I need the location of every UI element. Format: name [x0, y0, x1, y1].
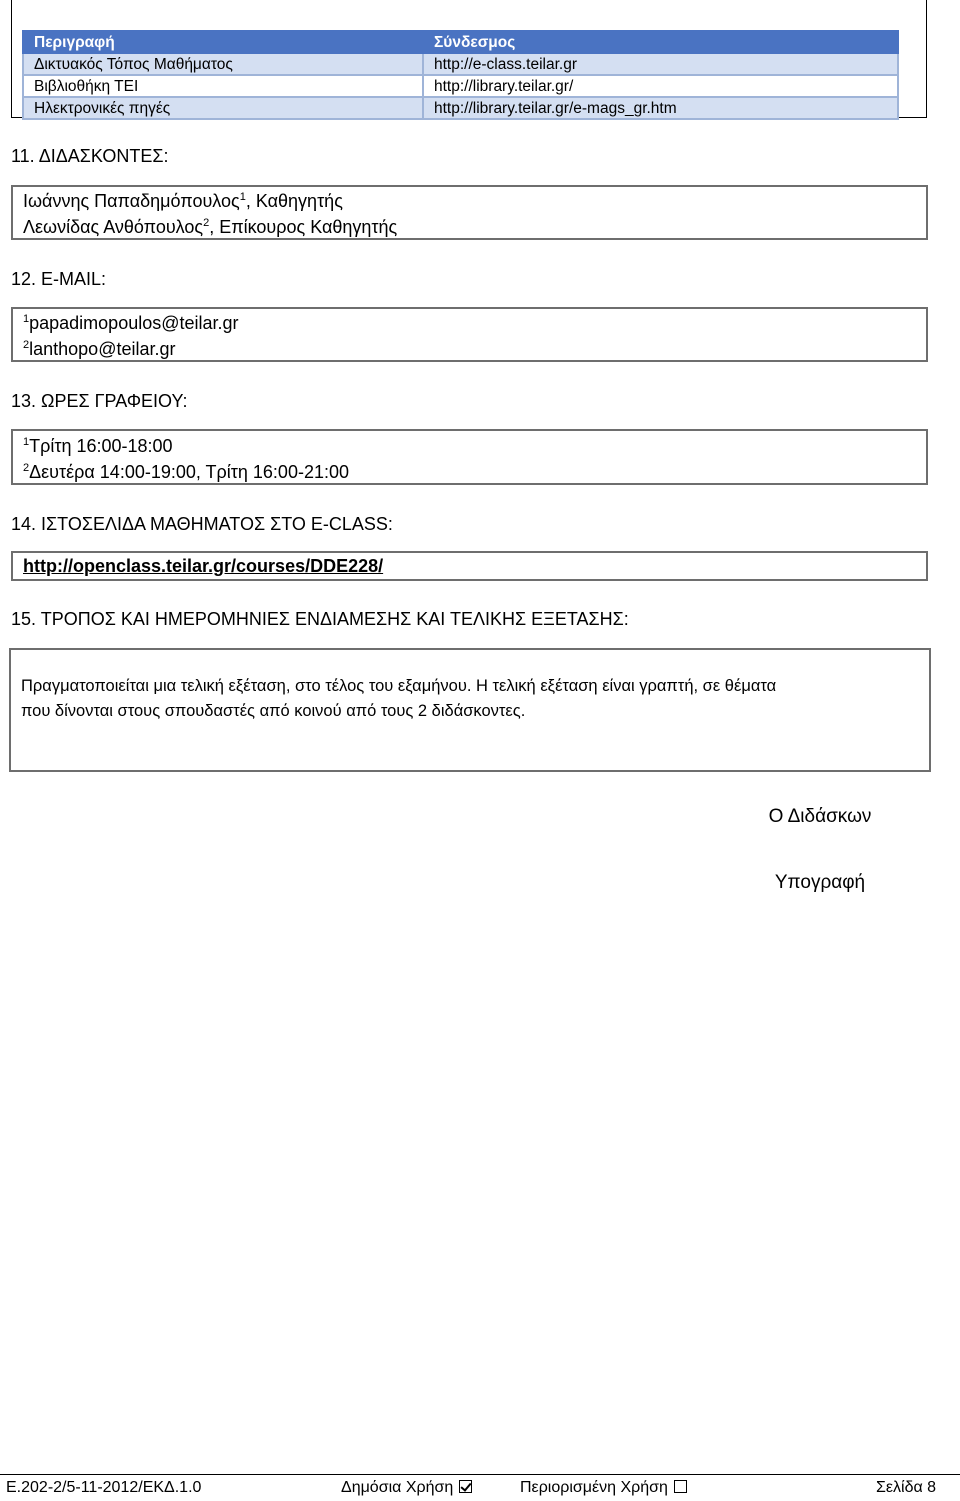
footer-restricted-use: [520, 1475, 687, 1501]
teacher-line: [23, 214, 916, 240]
restricted-use-label: Περιορισμένη Χρήση: [520, 1479, 668, 1496]
table-row: [23, 75, 898, 97]
office-hours-box: [11, 429, 928, 485]
page-footer: [0, 1474, 960, 1500]
emails-box: [11, 307, 928, 362]
section-13-heading: 13. ΩΡΕΣ ΓΡΑΦΕΙΟΥ:: [11, 391, 188, 411]
exam-info-box: [9, 648, 931, 772]
hours-sup: 2: [23, 462, 30, 474]
email-line: [23, 336, 916, 362]
footer-page-number: Σελίδα 8: [876, 1479, 937, 1496]
course-url-link[interactable]: http://openclass.teilar.gr/courses/DDE228/: [23, 556, 384, 576]
empty-box-icon: [674, 1480, 687, 1493]
public-use-label: Δημόσια Χρήση: [341, 1479, 454, 1496]
hours-line: [23, 459, 916, 485]
teacher-role: , Καθηγητής: [245, 191, 343, 211]
row-description: Βιβλιοθήκη ΤΕΙ: [23, 75, 423, 97]
table-row: [23, 97, 898, 119]
exam-text-line: Πραγματοποιείται μια τελική εξέταση, στο τέλος του εξαμήνου. Η τελική εξέταση είναι γραπτή, σε θέματα: [21, 677, 777, 695]
section-14-heading: 14. ΙΣΤΟΣΕΛΙΔΑ ΜΑΘΗΜΑΤΟΣ ΣΤΟ E-CLASS:: [11, 514, 393, 534]
row-link[interactable]: http://library.teilar.gr/e-mags_gr.htm: [423, 97, 898, 119]
signature-label: Υπογραφή: [774, 872, 866, 893]
row-description: Δικτυακός Τόπος Μαθήματος: [23, 53, 423, 75]
checked-box-icon: [459, 1480, 472, 1493]
hours-sup: 1: [23, 436, 30, 448]
header-link: Σύνδεσμος: [423, 31, 898, 53]
hours-text: Τρίτη 16:00-18:00: [29, 436, 173, 456]
teachers-box: [11, 185, 928, 240]
teacher-line: [23, 188, 916, 214]
teacher-role: , Επίκουρος Καθηγητής: [209, 217, 398, 237]
footer-doc-code: Ε.202-2/5-11-2012/ΕΚΔ.1.0: [6, 1479, 202, 1496]
footer-public-use: [341, 1475, 472, 1501]
email-sup: 2: [23, 339, 30, 351]
course-url-box: [11, 551, 928, 581]
row-link[interactable]: http://library.teilar.gr/: [423, 75, 898, 97]
teacher-name: Λεωνίδας Ανθόπουλος: [23, 217, 204, 237]
email-address: papadimopoulos@teilar.gr: [29, 313, 239, 333]
row-description: Ηλεκτρονικές πηγές: [23, 97, 423, 119]
table-header-row: [23, 31, 898, 53]
resources-table: [22, 30, 899, 120]
signature-title: Ο Διδάσκων: [768, 806, 872, 827]
row-link[interactable]: http://e-class.teilar.gr: [423, 53, 898, 75]
section-15-heading: 15. ΤΡΟΠΟΣ ΚΑΙ ΗΜΕΡΟΜΗΝΙΕΣ ΕΝΔΙΑΜΕΣΗΣ ΚΑΙ ΤΕΛΙΚΗΣ ΕΞΕΤΑΣΗΣ:: [11, 609, 629, 629]
section-11-heading: 11. ΔΙΔΑΣΚΟΝΤΕΣ:: [11, 146, 169, 166]
course-url-line: [23, 553, 916, 579]
email-line: [23, 310, 916, 336]
header-description: Περιγραφή: [23, 31, 423, 53]
email-sup: 1: [23, 313, 30, 325]
hours-text: Δευτέρα 14:00-19:00, Τρίτη 16:00-21:00: [29, 462, 349, 482]
email-address: lanthopo@teilar.gr: [29, 339, 176, 359]
exam-text-line: που δίνονται στους σπουδαστές από κοινού από τους 2 διδάσκοντες.: [21, 702, 526, 720]
teacher-sup: 2: [203, 217, 210, 229]
teacher-name: Ιωάννης Παπαδημόπουλος: [23, 191, 240, 211]
hours-line: [23, 433, 916, 459]
teacher-sup: 1: [239, 191, 246, 203]
section-12-heading: 12. E-MAIL:: [11, 269, 107, 289]
table-row: [23, 53, 898, 75]
